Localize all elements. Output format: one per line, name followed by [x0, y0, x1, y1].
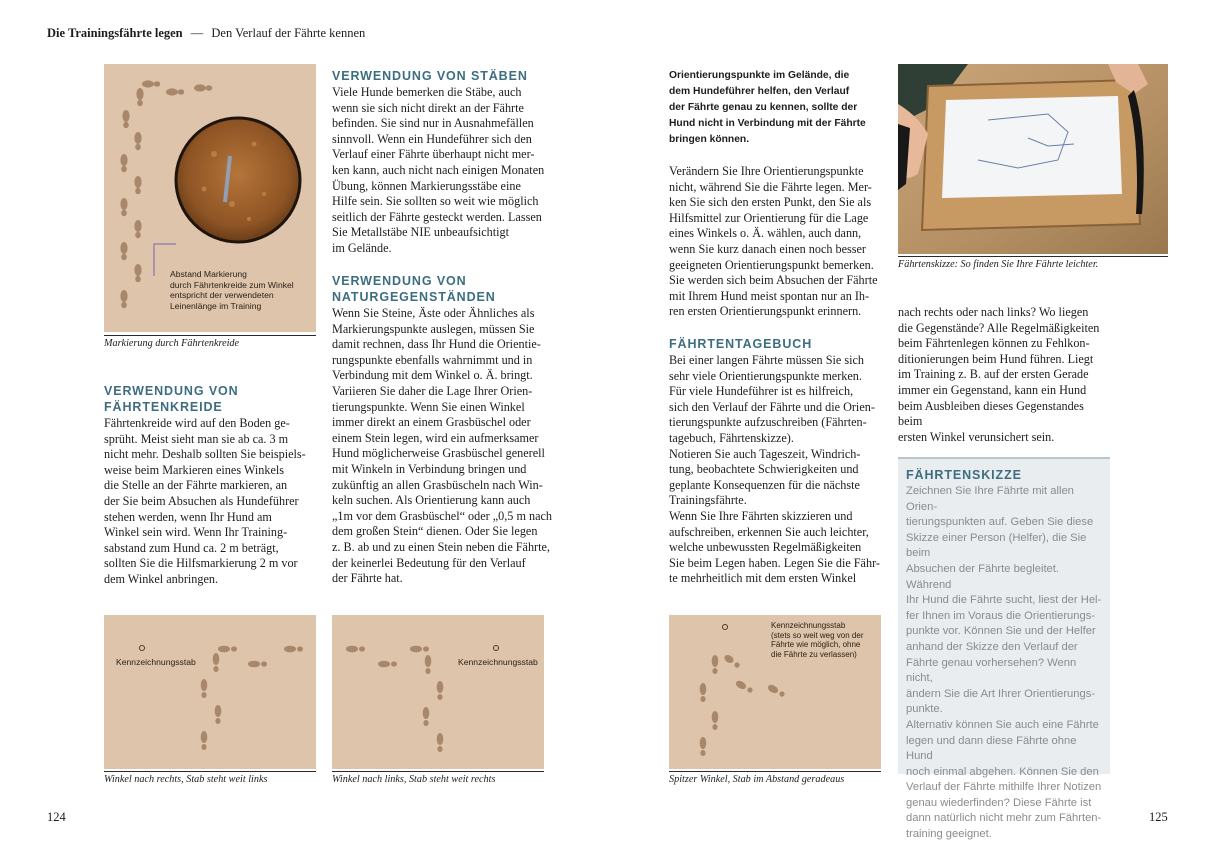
lead-paragraph: Orientierungspunkte im Gelände, die dem Hundeführer helfen, den Verlauf der Fährte genau zu kennen, sollte der Hund nicht in Verbindung mit der Fährte bringen können. — [669, 70, 866, 145]
paragraph-orientierung: Verändern Sie Ihre Orientierungspunkte nicht, während Sie die Fährte legen. Mer- ken Sie sich den ersten Punkt, den Sie als Hilfsmittel zur Orientierung für die Lage eines Winkels o. Ä. wählen, auch dann, wenn Sie kurz danach einen noch besser geeigneten Orientierungspunkt bemerken. Sie werden sich beim Absuchen der Fährte mit Ihrem Hund meist spontan nur an Ih- ren ersten Orientierungspunkt erinnern. — [669, 164, 878, 319]
stake-label: Kennzeichnungsstab (stets so weit weg von der Fährte wie möglich, ohne die Fährte zu verlassen) — [771, 621, 864, 659]
caption-angle-left: Winkel nach links, Stab steht weit rechts — [332, 774, 496, 785]
caption-rule — [104, 771, 316, 772]
section-faehrtentagebuch: FÄHRTENTAGEBUCH Bei einer langen Fährte müssen Sie sich sehr viele Orientierungspunkte merken. Für viele Hundeführer ist es hilfreich, sich den Verlauf der Fährte und die Orien- tierungspunkte aufzuschreiben (Fährten- tagebuch, Fährtenskizze). Notieren Sie auch Tageszeit, Windrich- tung, beobachtete Schwierigkeiten und geplante Konsequenzen für die nächste Trainingsfährte. Wenn Sie Ihre Fährten skizzieren und aufschreiben, erkennen Sie auch leichter, welche unbewussten Regelmäßigkeiten Sie beim Legen haben. Legen Sie die Fähr- te mehrheitlich mit dem ersten Winkel — [669, 337, 880, 586]
caption-chalk-marking: Markierung durch Fährtenkreide — [104, 338, 240, 349]
caption-rule — [669, 771, 881, 772]
figure-acute-angle — [669, 615, 881, 769]
caption-acute-angle: Spitzer Winkel, Stab im Abstand geradeaus — [669, 774, 845, 785]
page-number-right: 125 — [1149, 810, 1168, 824]
running-head — [47, 26, 365, 41]
chalk-marking-label: Abstand Markierung durch Fährtenkreide zum Winkel entspricht der verwendeten Leinenlänge im Training — [170, 269, 294, 311]
caption-rule — [104, 335, 316, 336]
caption-rule — [898, 256, 1168, 257]
faehrtenskizze-box — [898, 457, 1110, 841]
angle-right-trail-graphic — [104, 615, 316, 769]
caption-photo: Fährtenskizze: So finden Sie Ihre Fährte leichter. — [898, 259, 1099, 270]
caption-angle-right: Winkel nach rechts, Stab steht weit links — [104, 774, 268, 785]
paragraph-continued: nach rechts oder nach links? Wo liegen die Gegenstände? Alle Regelmäßigkeiten beim Fährtenlegen können zu Fehlkon- ditionierungen beim Hund führen. Liegt im Training z. B. auf der ersten Gerade immer ein Gegenstand, kann ein Hund beim Ausbleiben dieses Gegenstandes beim ersten Winkel verunsichert sein. — [898, 305, 1100, 444]
figure-angle-right — [104, 615, 316, 769]
angle-left-trail-graphic — [332, 615, 544, 769]
section-naturgegenstaende: VERWENDUNG VON NATURGEGENSTÄNDEN Wenn Sie Steine, Äste oder Ähnliches als Markierungspunkte auslegen, müssen Sie damit rechnen, dass Ihr Hund die Orientie- rungspunkte ebenfalls wahrnimmt und in Verbindung mit dem Winkel o. Ä. bringt. Variieren Sie daher die Lage Ihrer Orien- tierungspunkte. Wenn Sie einen Winkel immer direkt an einem Grasbüschel oder einem Stein legen, wird ein aufmerksamer Hund möglicherweise Grasbüschel generell mit Winkeln in Verbindung bringen und zukünftig an allen Grasbüscheln nach Win- keln suchen. Als Orientierung kann auch „1m vor dem Grasbüschel“ oder „0,5 m nach dem großen Stein“ dienen. Oder Sie legen z. B. ab und zu einen Stein neben die Fährte, der keinerlei Bedeutung für den Verlauf der Fährte hat. — [332, 273, 554, 587]
heading-naturgegenstaende: VERWENDUNG VON NATURGEGENSTÄNDEN — [332, 274, 496, 304]
sketch-board-photo — [898, 64, 1168, 254]
running-head-chapter: Die Trainingsfährte legen — [47, 26, 183, 40]
box-heading: FÄHRTENSKIZZE — [906, 468, 1022, 482]
running-head-section: Den Verlauf der Fährte kennen — [211, 26, 366, 40]
heading-faehrtenkreide: VERWENDUNG VON FÄHRTENKREIDE — [104, 384, 239, 414]
section-staebe: VERWENDUNG VON STÄBEN Viele Hunde bemerken die Stäbe, auch wenn sie sich nicht direkt an der Fährte befinden. Sie sind nur in Ausnahmefällen sinnvoll. Wenn ein Hundeführer sich den Verlauf einer Fährte überhaupt nicht mer- ken kann, auch nicht nach einigen Monaten Übung, können Markierungsstäbe eine Hilfe sein. Sie sollten so weit wie möglich seitlich der Fährte gesteckt werden. Lassen Sie Metallstäbe NIE unbeaufsichtigt im Gelände. — [332, 68, 554, 257]
stake-label: Kennzeichnungsstab — [458, 657, 538, 667]
box-text: Zeichnen Sie Ihre Fährte mit allen Orien- tierungspunkten auf. Geben Sie diese Skizze einer Person (Helfer), die Sie beim Absuchen der Fährte begleitet. Während Ihr Hund die Fährte sucht, liest der Hel- fer Ihnen im Voraus die Orientierungs- punkte vor. Können Sie und der Helfer anhand der Skizze den Verlauf der Fährte genau vorhersehen? Wenn nicht, ändern Sie die Art Ihrer Orientierungs- punkte. Alternativ können Sie auch eine Fährte legen und dann diese Fährte ohne Hund noch einmal abgehen. Können Sie den Verlauf der Fährte mithilfe Ihrer Notizen genau wiederfinden? Diese Fährte ist dann natürlich nicht mehr zum Fährten- training geeignet. — [906, 485, 1102, 841]
running-head-separator: — — [190, 26, 204, 40]
figure-angle-left — [332, 615, 544, 769]
heading-faehrtentagebuch: FÄHRTENTAGEBUCH — [669, 337, 813, 351]
caption-rule — [332, 771, 544, 772]
stake-label: Kennzeichnungsstab — [116, 657, 196, 667]
heading-staebe: VERWENDUNG VON STÄBEN — [332, 69, 528, 83]
sketch-board-illustration — [898, 64, 1168, 254]
chalk-marking-figure — [104, 64, 316, 332]
section-faehrtenkreide: VERWENDUNG VON FÄHRTENKREIDE Fährtenkreide wird auf den Boden ge- sprüht. Meist sieht man sie ab ca. 3 m nicht mehr. Deshalb sollten Sie beispiels- weise beim Markieren eines Winkels die Stelle an der Fährte markieren, an der Sie beim Absuchen als Hundeführer stehen werden, wenn Ihr Hund am Winkel sein wird. Wenn Ihr Training- sabstand zum Hund ca. 2 m beträgt, sollten Sie die Hilfsmarkierung 2 m vor dem Winkel anbringen. — [104, 383, 316, 588]
page-number-left: 124 — [47, 810, 66, 824]
